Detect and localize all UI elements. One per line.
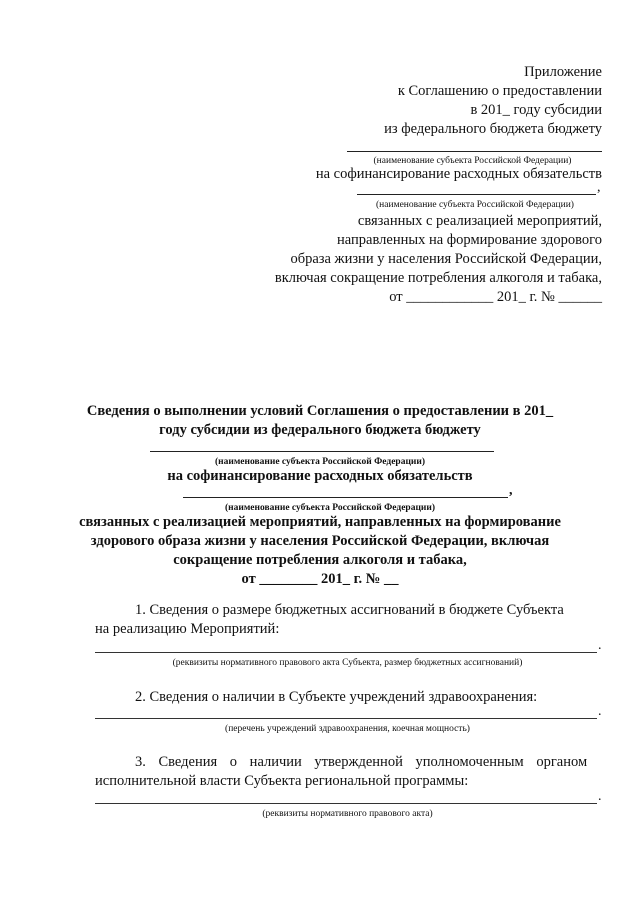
appendix-line8: образа жизни у населения Российской Федерации, <box>290 251 602 267</box>
appendix-line9: включая сокращение потребления алкоголя и табака, <box>274 270 602 286</box>
title-line7: от ________ 201_ г. № __ <box>241 571 399 587</box>
title-line2: году субсидии из федерального бюджета бюджету <box>159 422 481 438</box>
appendix-line4: из федерального бюджета бюджету <box>384 121 602 137</box>
title-line6: сокращение потребления алкоголя и табака, <box>173 552 467 568</box>
appendix-caption1: (наименование субъекта Российской Федерации) <box>373 156 572 166</box>
section3-end: . <box>598 789 602 804</box>
title-line5: здорового образа жизни у населения Российской Федерации, включая <box>90 533 550 549</box>
section1-line1: 1. Сведения о размере бюджетных ассигнований в бюджете Субъекта <box>135 602 564 618</box>
appendix-line1: Приложение <box>524 64 602 80</box>
appendix-comma: , <box>597 180 601 195</box>
appendix-caption2: (наименование субъекта Российской Федерации) <box>376 200 574 210</box>
appendix-blank-line-2 <box>357 194 596 195</box>
section1-caption: (реквизиты нормативного правового акта Субъекта, размер бюджетных ассигнований) <box>172 658 523 668</box>
section1-end: . <box>598 638 602 653</box>
appendix-line2: к Соглашению о предоставлении <box>397 83 602 99</box>
section3-line1: 3. Сведения о наличии утвержденной уполномоченным органом <box>135 754 588 770</box>
appendix-line5: на софинансирование расходных обязательств <box>315 166 602 182</box>
title-line3: на софинансирование расходных обязательств <box>167 468 473 484</box>
title-blank-line-1 <box>150 451 494 452</box>
appendix-line7: направленных на формирование здорового <box>337 232 602 248</box>
section2-caption: (перечень учреждений здравоохранения, коечная мощность) <box>225 724 470 734</box>
section3-blank-line <box>95 803 597 804</box>
section2-line1: 2. Сведения о наличии в Субъекте учреждений здравоохранения: <box>135 689 538 705</box>
appendix-blank-line-1 <box>347 151 602 152</box>
title-caption1: (наименование субъекта Российской Федерации) <box>214 457 426 467</box>
section3-caption: (реквизиты нормативного правового акта) <box>262 809 433 819</box>
section1-blank-line <box>95 652 597 653</box>
title-line1: Сведения о выполнении условий Соглашения о предоставлении в 201_ <box>86 403 554 419</box>
title-caption2: (наименование субъекта Российской Федерации) <box>224 503 436 513</box>
appendix-line10: от ____________ 201_ г. № ______ <box>389 289 602 305</box>
title-comma: , <box>509 483 513 498</box>
title-blank-line-2 <box>183 497 508 498</box>
section2-blank-line <box>95 718 597 719</box>
appendix-line6: связанных с реализацией мероприятий, <box>357 213 602 229</box>
section1-line2: на реализацию Мероприятий: <box>95 621 280 637</box>
appendix-line3: в 201_ году субсидии <box>470 102 602 118</box>
section3-line2: исполнительной власти Субъекта региональной программы: <box>95 773 469 789</box>
title-line4: связанных с реализацией мероприятий, направленных на формирование <box>79 514 561 530</box>
section2-end: . <box>598 704 602 719</box>
